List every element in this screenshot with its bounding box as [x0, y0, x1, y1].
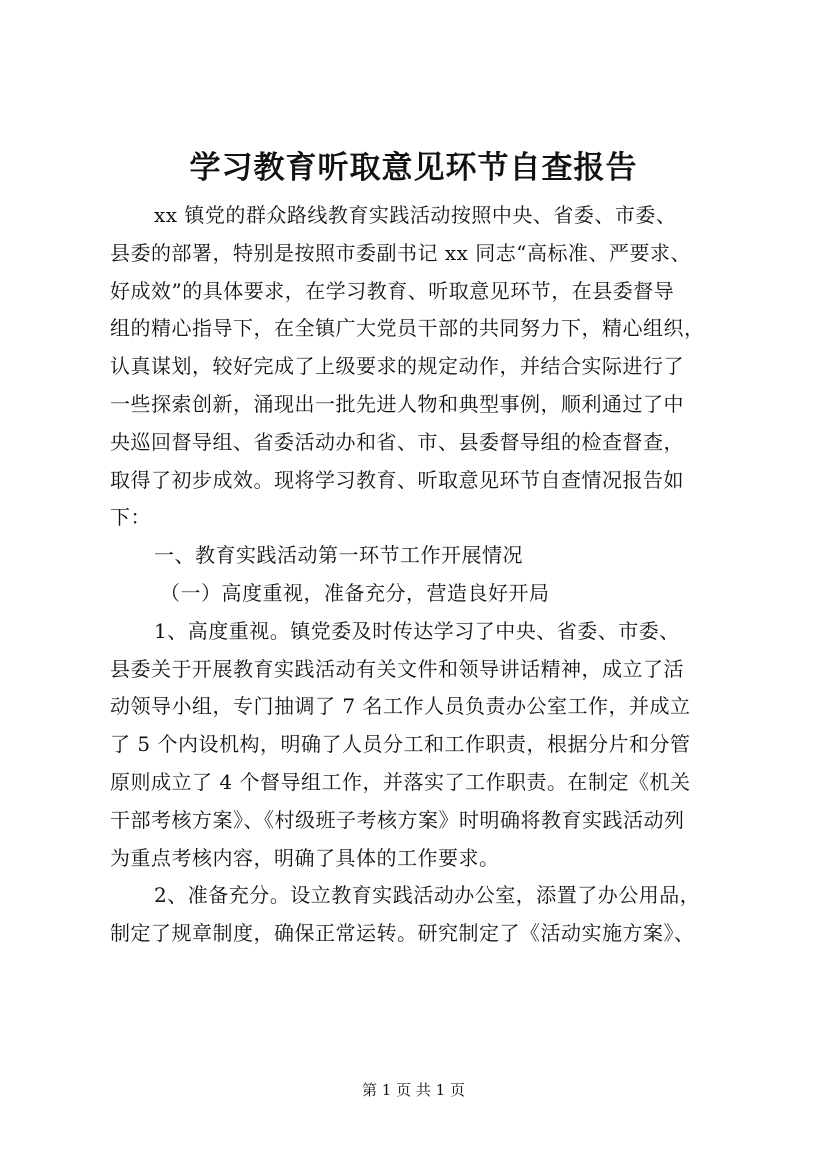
page-footer: 第 1 页 共 1 页: [362, 1081, 465, 1099]
text-line: 了 5 个内设机构，明确了人员分工和工作职责，根据分片和分管: [110, 732, 691, 757]
intro-paragraph: [110, 197, 722, 537]
text-line: 动领导小组，专门抽调了 7 名工作人员负责办公室工作，并成立: [110, 694, 691, 719]
page-title: 学习教育听取意见环节自查报告: [189, 150, 638, 186]
text-line: 县委的部署，特别是按照市委副书记 xx 同志“高标准、严要求、: [110, 240, 691, 265]
text-line: 2、准备充分。设立教育实践活动办公室，添置了办公用品，: [154, 883, 701, 908]
text-line: 1、高度重视。镇党委及时传达学习了中央、省委、市委、: [154, 618, 680, 643]
section-heading: [110, 537, 722, 575]
text-line: 央巡回督导组、省委活动办和省、市、县委督导组的检查督查，: [110, 429, 684, 454]
text-line: 为重点考核内容，明确了具体的工作要求。: [110, 845, 500, 870]
text-line: 好成效”的具体要求，在学习教育、听取意见环节，在县委督导: [110, 278, 675, 303]
text-line: 县委关于开展教育实践活动有关文件和领导讲话精神，成立了活: [110, 656, 684, 681]
text-line: 下：: [110, 505, 151, 530]
text-line: xx 镇党的群众路线教育实践活动按照中央、省委、市委、: [154, 203, 677, 227]
section-heading-text: 一、教育实践活动第一环节工作开展情况: [154, 543, 523, 568]
subsection-heading: [110, 575, 722, 613]
text-line: 认真谋划，较好完成了上级要求的规定动作，并结合实际进行了: [110, 354, 684, 379]
subsection-heading-text: （一）高度重视，准备充分，营造良好开局: [160, 580, 550, 605]
text-line: 干部考核方案》、《村级班子考核方案》时明确将教育实践活动列: [110, 807, 685, 832]
text-line: 原则成立了 4 个督导组工作，并落实了工作职责。在制定《机关: [110, 769, 691, 794]
text-line: 制定了规章制度，确保正常运转。研究制定了《活动实施方案》、: [110, 921, 695, 946]
document-body: [110, 197, 722, 953]
paragraph-2: [110, 877, 722, 953]
text-line: 一些探索创新，涌现出一批先进人物和典型事例，顺利通过了中: [110, 391, 684, 416]
text-line: 组的精心指导下，在全镇广大党员干部的共同努力下，精心组织，: [110, 316, 705, 341]
paragraph-1: [110, 613, 722, 878]
text-line: 取得了初步成效。现将学习教育、听取意见环节自查情况报告如: [110, 467, 684, 492]
